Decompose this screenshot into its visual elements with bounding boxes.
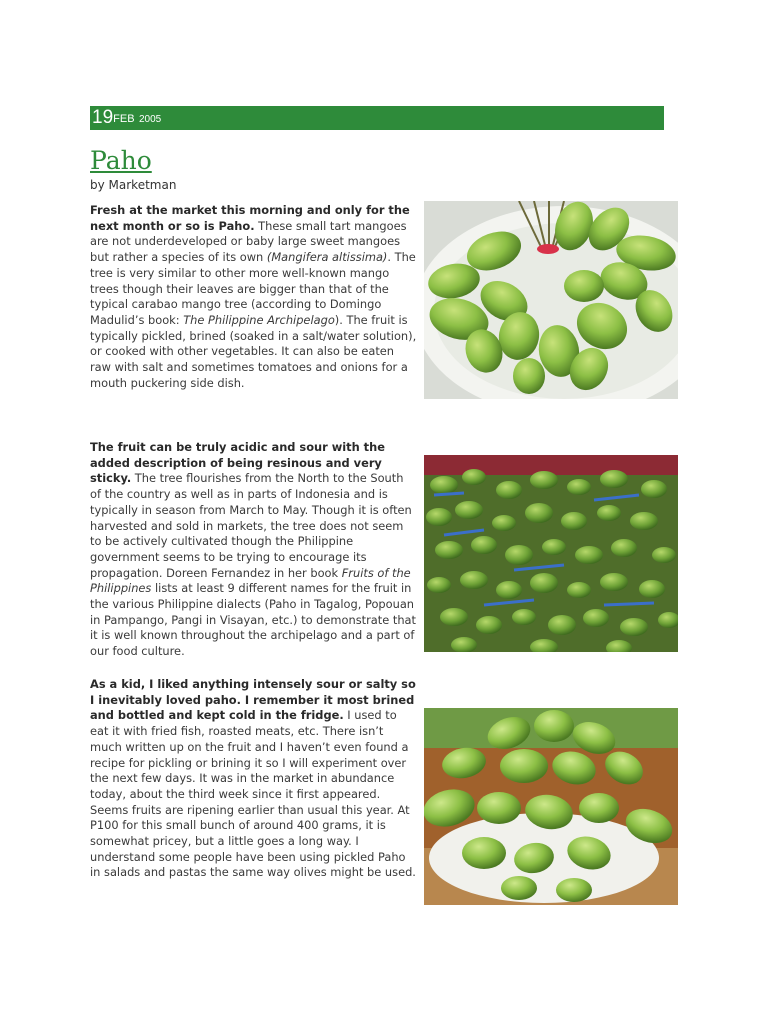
post-date-year: 2005 xyxy=(139,114,162,125)
paragraph-1-italic-a: (Mangifera altissima) xyxy=(266,250,388,265)
paragraph-1-text-a: These small tart mangoes are not underdeveloped or baby large sweet mangoes but rather a species of its own xyxy=(90,218,407,265)
paragraph-2-text-b: lists at least 9 different names for the fruit in the various Philippine dialects (Paho in Tagalog, Popouan in Pampango, Pangi in Visayan, etc.) to demonstrate that it is well known throughout the archipelago and a part of our food culture. xyxy=(90,581,416,659)
article-paragraph-3 xyxy=(90,677,678,905)
paragraph-1-text-c: ). The fruit is typically pickled, brined (soaked in a salt/water solution), or cooked with other vegetables. It can also be eaten raw with salt and sometimes tomatoes and onions for a mouth puckering side dish. xyxy=(90,312,417,390)
post-title-link[interactable]: Paho xyxy=(90,146,152,175)
post-date-day: 19 xyxy=(92,107,114,128)
post-date-month: FEB xyxy=(113,113,135,125)
paragraph-2-italic-a: Fruits of the Philippines xyxy=(90,565,411,596)
paragraph-2-text-a: The tree flourishes from the North to the South of the country as well as in parts of Indonesia and is typically in season from March to May. Though it is often harvested and sold in markets, the tree does not seem to be actively cultivated though the Philippine government seems to be trying to encourage its propagation. Doreen Fernandez in her book xyxy=(90,471,412,580)
paragraph-1-italic-b: The Philippine Archipelago xyxy=(183,312,335,327)
paragraph-1-lead: Fresh at the market this morning and only for the next month or so is Paho. xyxy=(90,203,410,233)
paragraph-1-text-b: . The tree is very similar to other more well-known mango trees though their leaves are bigger than that of the typical carabao mango tree (according to Domingo Madulid’s book: xyxy=(90,250,416,327)
paho-bundle-photo xyxy=(424,201,678,399)
paragraph-3-text-a: I used to eat it with fried fish, roasted meats, etc. There isn’t much written up on the fruit and I haven’t even found a recipe for pickling or brining it so I will experiment over the next few days. It was in the market in abundance today, about the third week since it first appeared. Seems fruits are ripening earlier than usual this year. At P100 for this small bunch of around 400 grams, it is somewhat pricey, but a little goes a long way. I understand some people have been using pickled Paho in salads and pastas the same way olives might be used. xyxy=(90,708,416,880)
paragraph-2-lead: The fruit can be truly acidic and sour with the added description of being resinous and very sticky. xyxy=(90,440,385,486)
paragraph-3-lead: As a kid, I liked anything intensely sour or salty so I inevitably loved paho. I remember it most brined and bottled and kept cold in the fridge. xyxy=(90,677,416,723)
article-paragraph-2 xyxy=(90,440,678,660)
post-date-bar xyxy=(90,106,664,130)
post-byline: by Marketman xyxy=(90,178,177,192)
paho-bowl-photo xyxy=(424,708,678,905)
paho-market-bundles-photo xyxy=(424,455,678,652)
article-paragraph-1 xyxy=(90,203,678,399)
